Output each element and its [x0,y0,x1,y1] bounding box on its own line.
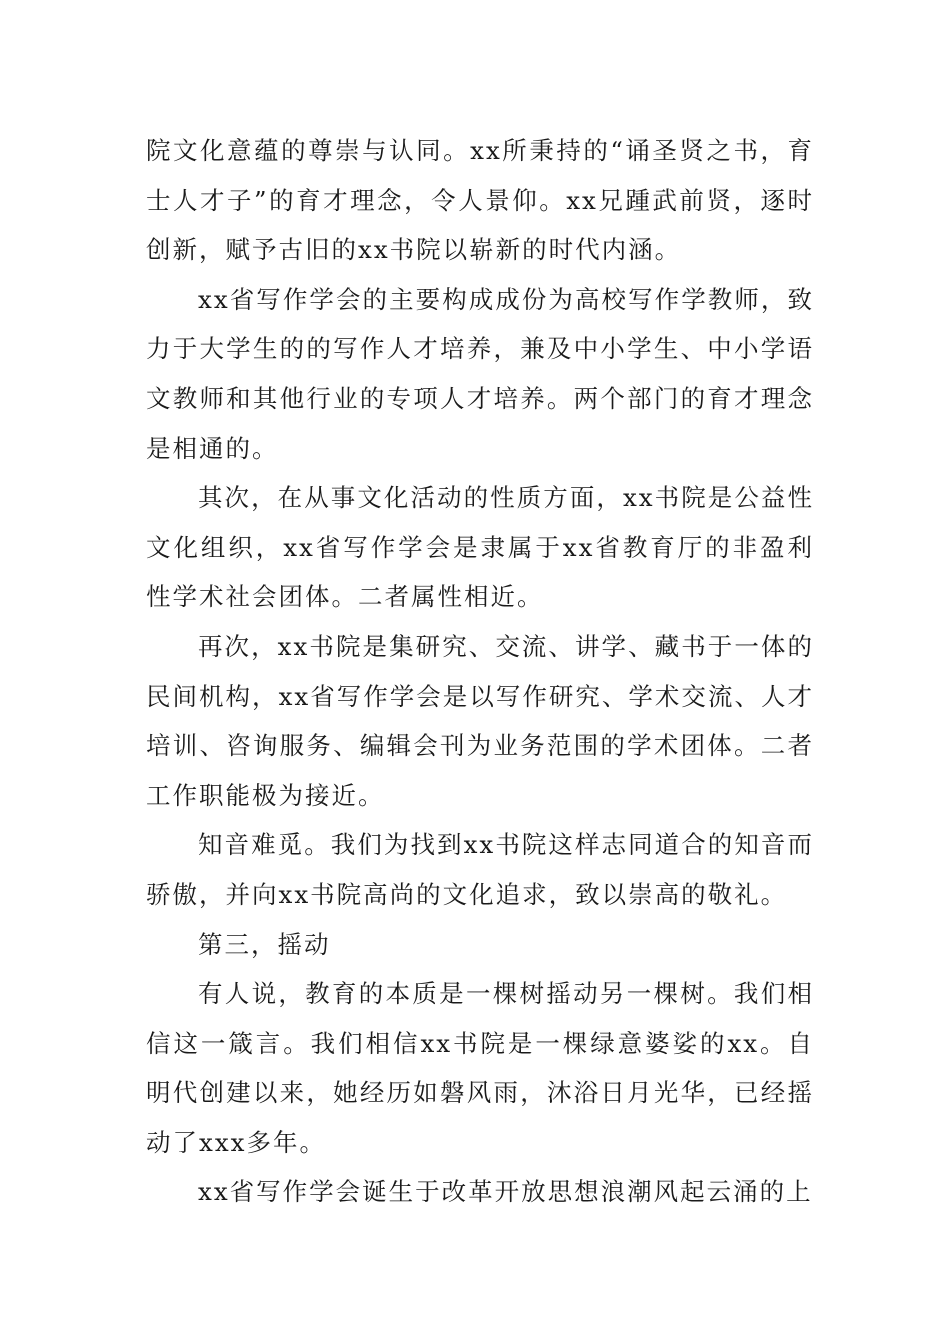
paragraph-1: 院文化意蕴的尊崇与认同。xx所秉持的“诵圣贤之书，育士人才子”的育才理念，令人景仰。xx兄踵武前贤，逐时创新，赋予古旧的xx书院以崭新的时代内涵。 [146,136,814,265]
paragraph-7: xx省写作学会诞生于改革开放思想浪潮风起云涌的上 [198,1177,813,1207]
paragraph-4: 再次，xx书院是集研究、交流、讲学、藏书于一体的民间机构，xx省写作学会是以写作研究、学术交流、人才培训、咨询服务、编辑会刊为业务范围的学术团体。二者工作职能极为接近。 [146,631,814,810]
document-body [146,126,814,1217]
paragraph-2: xx省写作学会的主要构成成份为高校写作学教师，致力于大学生的的写作人才培养，兼及中小学生、中小学语文教师和其他行业的专项人才培养。两个部门的育才理念是相通的。 [146,284,814,463]
paragraph-5: 知音难觅。我们为找到xx书院这样志同道合的知音而骄傲，并向xx书院高尚的文化追求，致以崇高的敬礼。 [146,830,814,909]
paragraph-6: 有人说，教育的本质是一棵树摇动另一棵树。我们相信这一箴言。我们相信xx书院是一棵绿意婆娑的xx。自明代创建以来，她经历如磐风雨，沐浴日月光华，已经摇动了xxx多年。 [146,979,814,1157]
paragraph-3: 其次，在从事文化活动的性质方面，xx书院是公益性文化组织，xx省写作学会是隶属于xx省教育厅的非盈利性学术社会团体。二者属性相近。 [146,483,814,612]
section-heading: 第三，摇动 [198,929,331,959]
